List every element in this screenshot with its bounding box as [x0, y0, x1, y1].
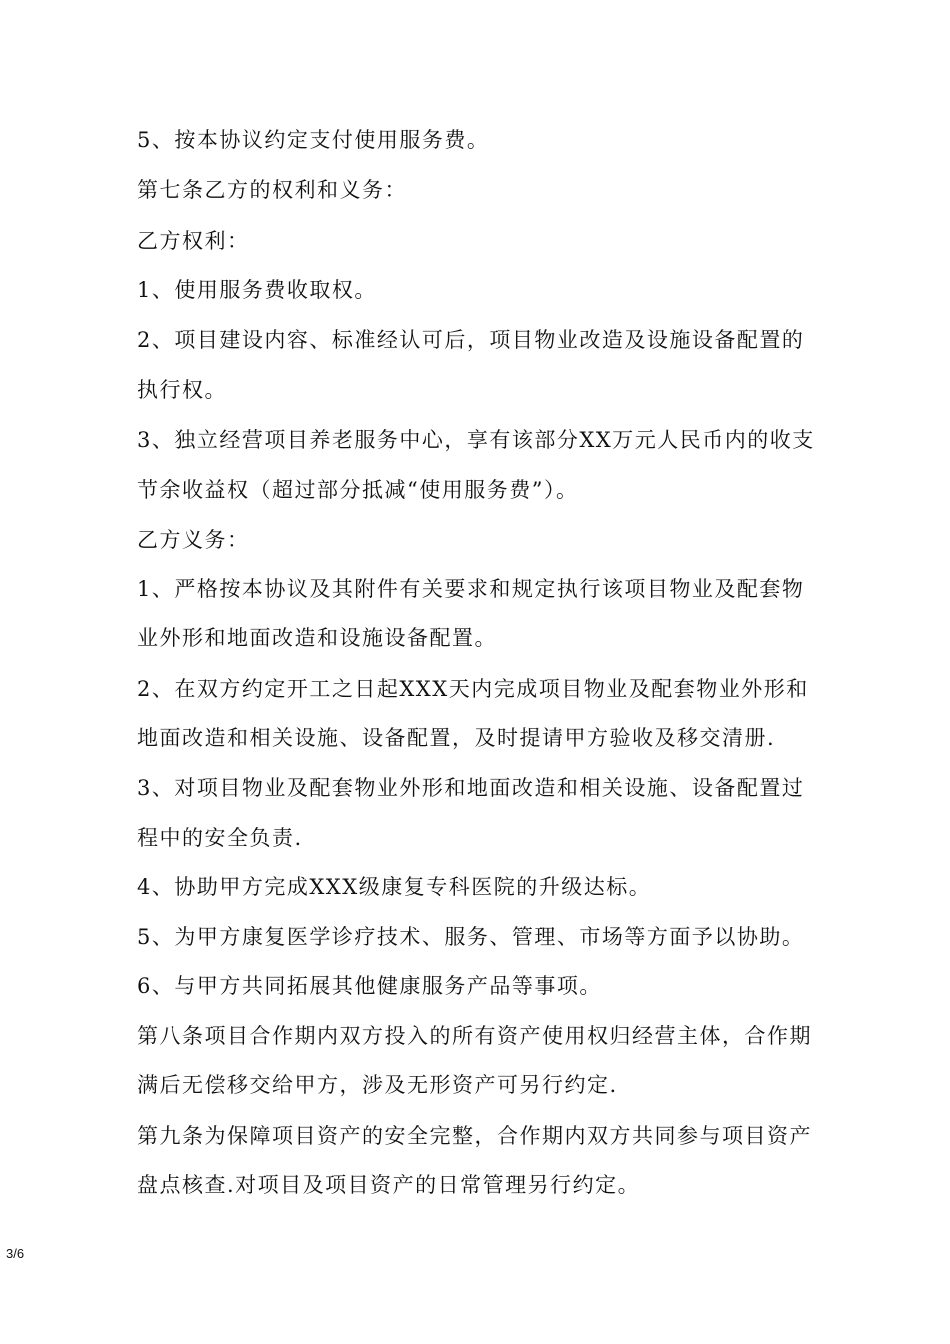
section-heading: 第七条乙方的权利和义务： [137, 178, 407, 202]
text-line: 1、使用服务费收取权。 [137, 278, 377, 302]
text-line: 2、项目建设内容、标准经认可后，项目物业改造及设施设备配置的 [137, 328, 805, 352]
section-heading: 第八条项目合作期内双方投入的所有资产使用权归经营主体，合作期 [137, 1024, 812, 1048]
text-line: 3、独立经营项目养老服务中心，享有该部分XX万元人民币内的收支 [137, 428, 815, 452]
text-line: 业外形和地面改造和设施设备配置。 [137, 626, 497, 650]
subheading: 乙方权利： [137, 229, 250, 253]
text-line: 2、在双方约定开工之日起XXX天内完成项目物业及配套物业外形和 [137, 677, 809, 701]
text-line: 程中的安全负责. [137, 826, 303, 850]
text-line: 1、严格按本协议及其附件有关要求和规定执行该项目物业及配套物 [137, 577, 805, 601]
section-heading: 第九条为保障项目资产的安全完整，合作期内双方共同参与项目资产 [137, 1124, 812, 1148]
subheading: 乙方义务： [137, 528, 250, 552]
text-line: 节余收益权（超过部分抵减“使用服务费”）。 [137, 478, 579, 502]
text-line: 4、协助甲方完成XXX级康复专科医院的升级达标。 [137, 875, 652, 899]
text-line: 3、对项目物业及配套物业外形和地面改造和相关设施、设备配置过 [137, 776, 805, 800]
text-line: 地面改造和相关设施、设备配置，及时提请甲方验收及移交清册. [137, 726, 776, 750]
text-line: 满后无偿移交给甲方，涉及无形资产可另行约定. [137, 1073, 618, 1097]
text-line: 5、按本协议约定支付使用服务费。 [137, 128, 490, 152]
text-line: 执行权。 [137, 378, 227, 402]
text-line: 6、与甲方共同拓展其他健康服务产品等事项。 [137, 974, 602, 998]
text-line: 盘点核查.对项目及项目资产的日常管理另行约定。 [137, 1173, 641, 1197]
page-number: 3/6 [6, 1246, 25, 1261]
text-line: 5、为甲方康复医学诊疗技术、服务、管理、市场等方面予以协助。 [137, 925, 805, 949]
